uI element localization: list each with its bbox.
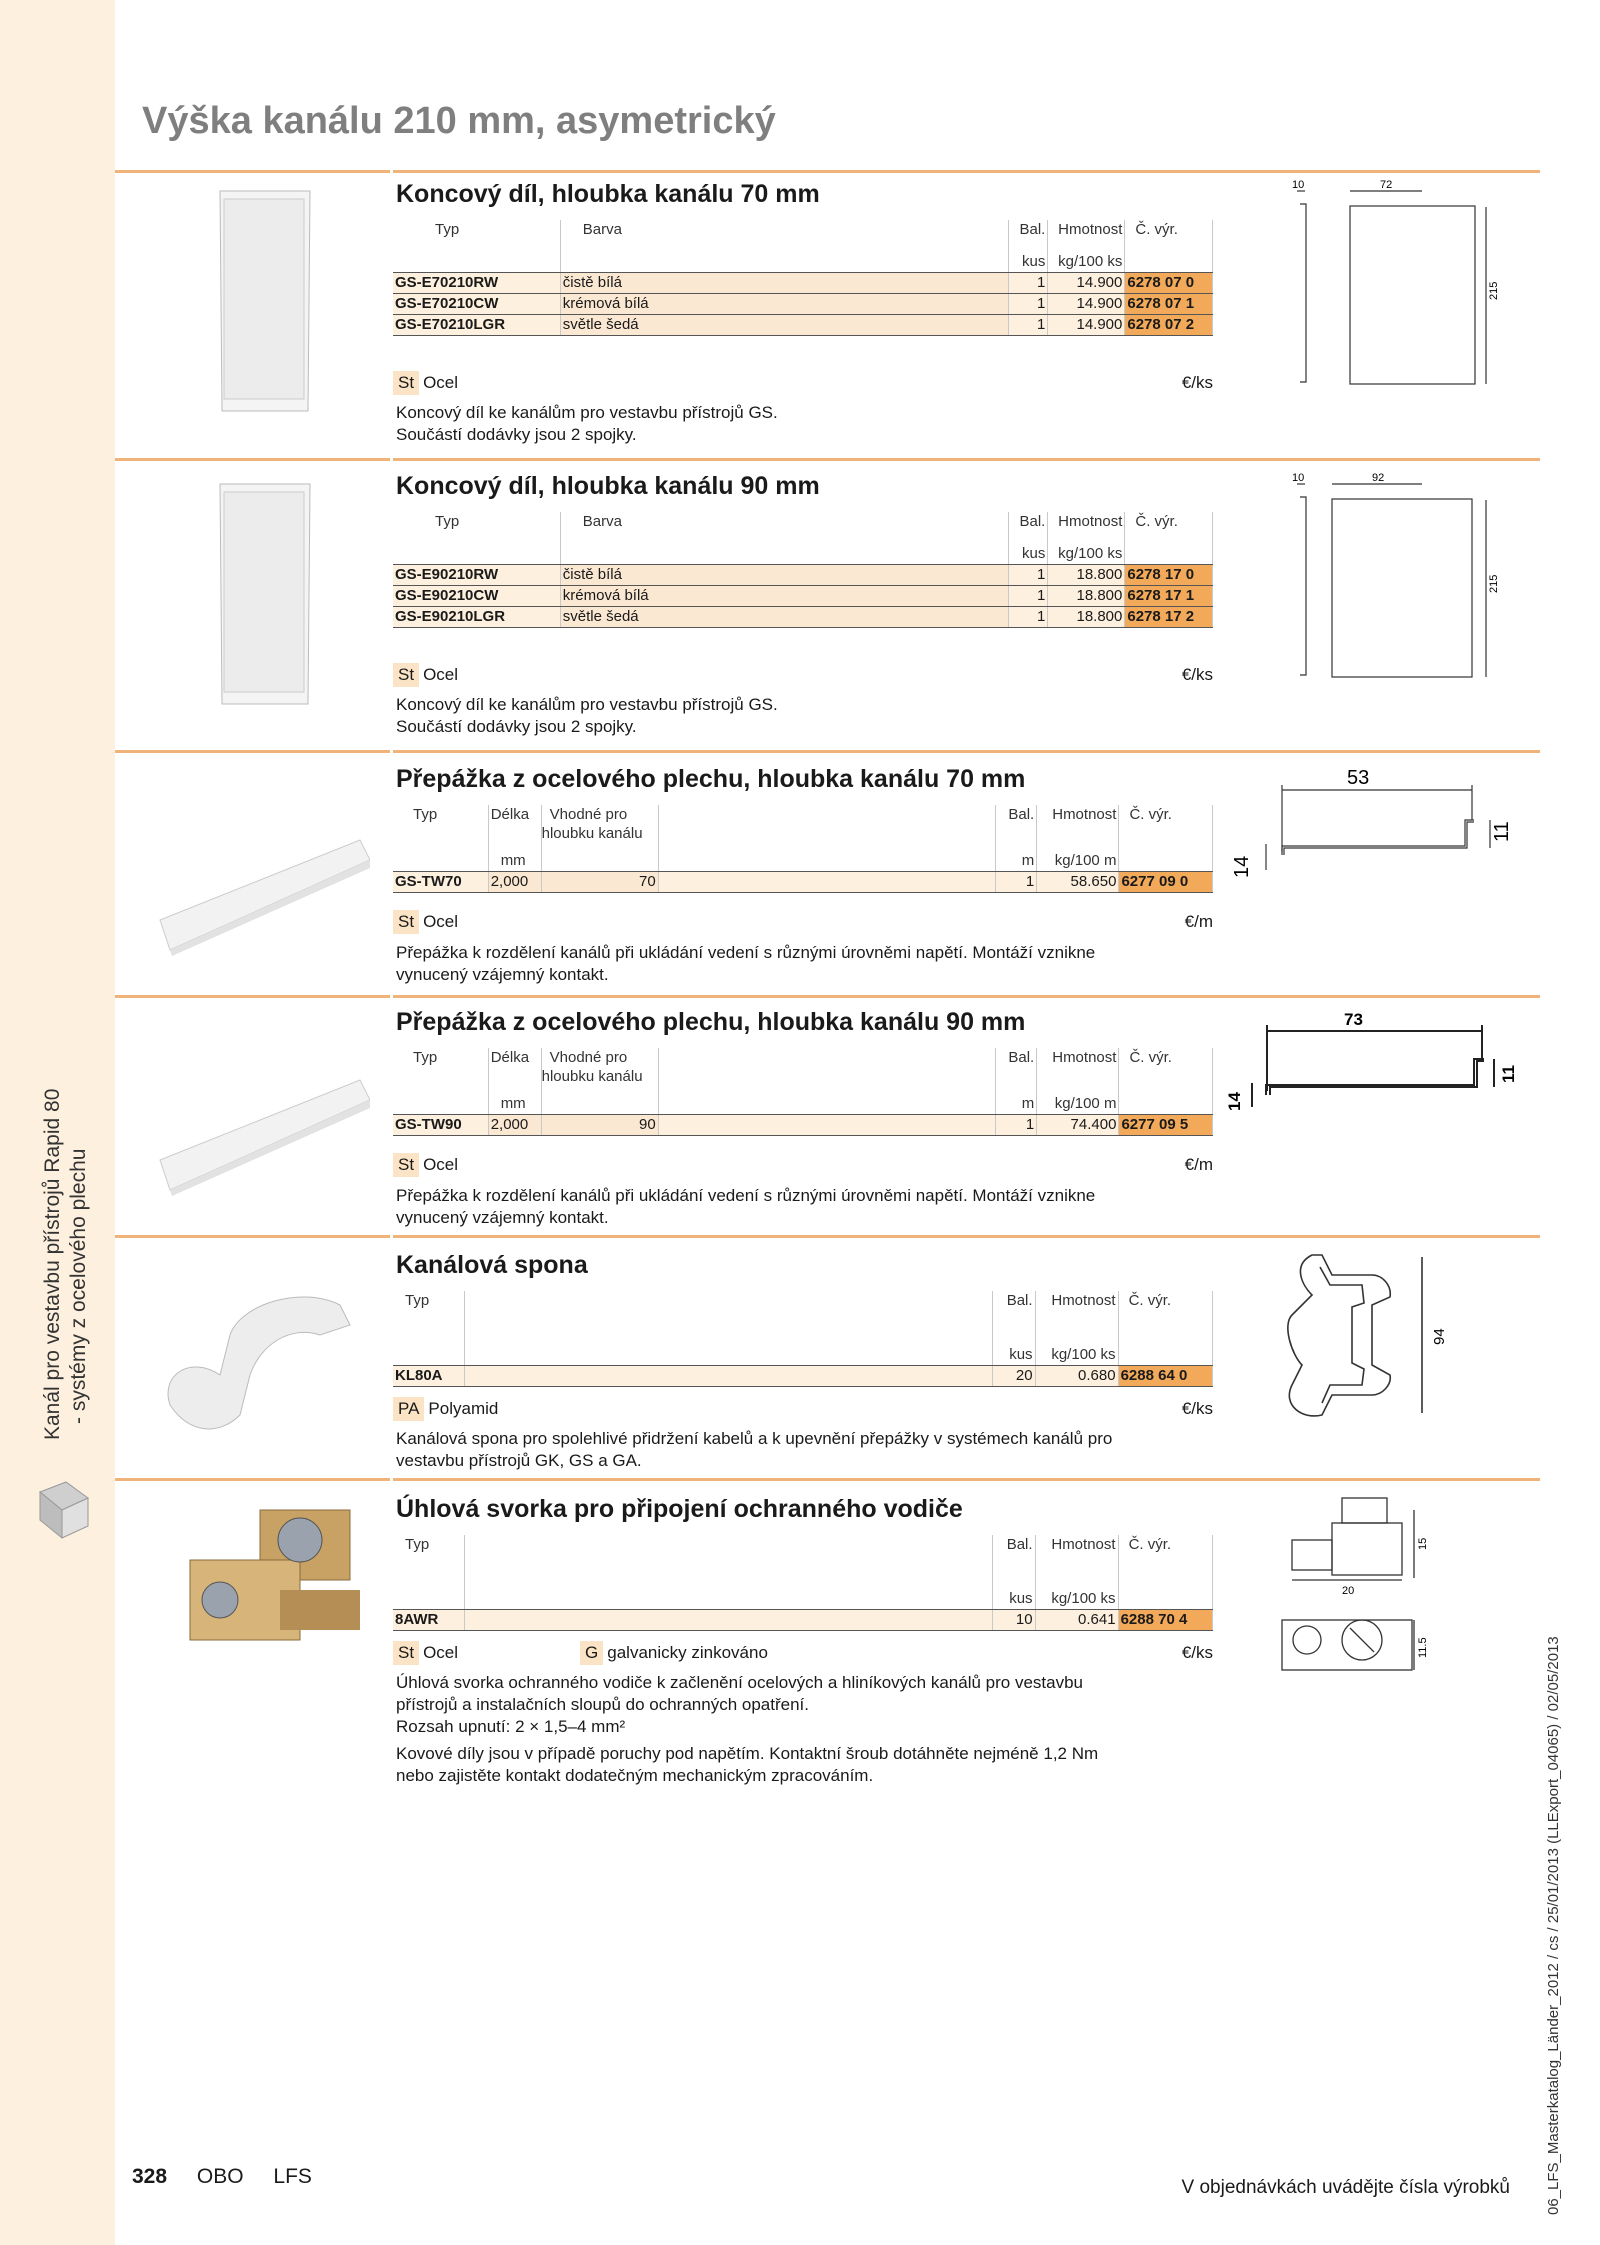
- cell-delka: 2,000: [488, 1115, 541, 1136]
- material-code: St: [393, 1153, 419, 1177]
- cell-hmotnost: 14.900: [1048, 294, 1125, 315]
- section-title: Úhlová svorka pro připojení ochranného vodiče: [396, 1495, 963, 1523]
- col-cv: Č. výr.: [1125, 220, 1213, 250]
- material: Ocel: [423, 373, 459, 392]
- cell-typ: GS-E90210CW: [393, 586, 560, 607]
- table-row: [393, 872, 1213, 893]
- table-row: [393, 294, 1213, 315]
- cell-vhodne: 70: [541, 872, 658, 893]
- side-text-line1: Kanál pro vestavbu přístrojů Rapid 80: [41, 1088, 64, 1440]
- col-blank: [464, 1291, 993, 1343]
- section-channel-clip: [393, 1251, 1213, 1481]
- product-table: [393, 512, 1213, 628]
- footer-brand: OBO: [196, 2165, 244, 2188]
- col-bal: Bal.: [1009, 512, 1048, 542]
- section-rule: [115, 458, 390, 461]
- description-line: nebo zajistěte kontakt dodatečným mechanickým zpracováním.: [396, 1766, 874, 1785]
- dim-label: 15: [1417, 1537, 1429, 1550]
- dim-label: 53: [1347, 767, 1370, 789]
- unit-hmotnost: kg/100 ks: [1048, 250, 1125, 273]
- cell-cv: 6278 07 2: [1125, 315, 1213, 336]
- cell-barva: čistě bílá: [560, 273, 1009, 294]
- dim-label: 11: [1491, 821, 1513, 842]
- description: [396, 1185, 1196, 1229]
- section-end-piece-90: [393, 472, 1213, 742]
- unit-bal: m: [995, 849, 1037, 872]
- price-unit: €/m: [1184, 912, 1213, 931]
- cell-bal: 10: [993, 1610, 1035, 1631]
- material-code: St: [393, 663, 419, 687]
- col-typ: Typ: [393, 512, 560, 542]
- dim-label: 20: [1342, 1585, 1355, 1597]
- unit-hmotnost: kg/100 ks: [1035, 1587, 1118, 1610]
- description: [396, 942, 1196, 986]
- end-piece-photo: [150, 478, 370, 718]
- unit-hmotnost: kg/100 ks: [1048, 542, 1125, 565]
- description-line: Koncový díl ke kanálům pro vestavbu přístrojů GS.: [396, 695, 778, 714]
- material-line: [393, 1641, 768, 1665]
- cell-bal: 1: [995, 1115, 1037, 1136]
- price-unit: €/ks: [1181, 665, 1213, 684]
- description: [396, 694, 1196, 738]
- unit-bal: kus: [993, 1343, 1035, 1366]
- cell-delka: 2,000: [488, 872, 541, 893]
- col-hmotnost: Hmotnost: [1048, 220, 1125, 250]
- cell-typ: GS-E90210RW: [393, 565, 560, 586]
- cell-hmotnost: 14.900: [1048, 315, 1125, 336]
- section-end-piece-70: [393, 180, 1213, 450]
- cell-barva: světle šedá: [560, 315, 1009, 336]
- dim-label: 14: [1231, 855, 1253, 878]
- cell-barva: čistě bílá: [560, 565, 1009, 586]
- side-text: [40, 1020, 92, 1440]
- cell-cv: 6278 17 2: [1125, 607, 1213, 628]
- partition-photo: [150, 820, 370, 960]
- description-line: Kovové díly jsou v případě poruchy pod napětím. Kontaktní šroub dotáhněte nejméně 1,2 Nm: [396, 1744, 1099, 1763]
- col-bal: Bal.: [993, 1291, 1035, 1343]
- col-barva: Barva: [560, 220, 1009, 250]
- col-vhodne-line: Vhodné pro: [549, 806, 628, 823]
- cell-hmotnost: 18.800: [1048, 607, 1125, 628]
- drawing-earthing-clamp: [1222, 1490, 1540, 1790]
- cell-bal: 1: [1009, 607, 1048, 628]
- section-partition-70: [393, 765, 1213, 995]
- cell-barva: světle šedá: [560, 607, 1009, 628]
- section-title: Přepážka z ocelového plechu, hloubka kanálu 90 mm: [396, 1008, 1026, 1036]
- col-vhodne: [541, 805, 658, 849]
- description: [396, 1428, 1196, 1472]
- unit-bal: m: [995, 1092, 1037, 1115]
- section-rule: [115, 1478, 390, 1481]
- table-row: [393, 565, 1213, 586]
- col-hmotnost: Hmotnost: [1048, 512, 1125, 542]
- material-code: St: [393, 910, 419, 934]
- table-row: [393, 1115, 1213, 1136]
- material-line: [393, 1397, 498, 1421]
- drawing-end-piece-70: [1222, 174, 1540, 453]
- unit-delka: mm: [488, 1092, 541, 1115]
- cell-hmotnost: 58.650: [1037, 872, 1119, 893]
- section-rule: [115, 750, 390, 753]
- col-cv: Č. výr.: [1125, 512, 1213, 542]
- dim-label: 72: [1380, 179, 1393, 191]
- col-bal: Bal.: [1009, 220, 1048, 250]
- cell-typ: GS-TW90: [393, 1115, 488, 1136]
- material-line: [393, 663, 458, 687]
- price-unit: €/ks: [1181, 373, 1213, 392]
- cell-hmotnost: 74.400: [1037, 1115, 1119, 1136]
- cell-cv: 6278 17 1: [1125, 586, 1213, 607]
- cell-typ: GS-E70210LGR: [393, 315, 560, 336]
- section-rule: [393, 458, 1540, 461]
- cell-bal: 1: [1009, 294, 1048, 315]
- footer-section: LFS: [273, 2165, 312, 2188]
- footer-left: [132, 2165, 336, 2189]
- earthing-clamp-photo: [150, 1500, 370, 1670]
- col-hmotnost: Hmotnost: [1035, 1535, 1118, 1587]
- page-title: Výška kanálu 210 mm, asymetrický: [142, 100, 776, 142]
- col-bal: Bal.: [995, 1048, 1037, 1092]
- table-row: [393, 1366, 1213, 1387]
- product-table: [393, 805, 1213, 893]
- cell-cv: 6277 09 0: [1119, 872, 1213, 893]
- section-partition-90: [393, 1008, 1213, 1238]
- col-vhodne: [541, 1048, 658, 1092]
- cell-hmotnost: 0.680: [1035, 1366, 1118, 1387]
- price-unit: €/ks: [1181, 1399, 1213, 1418]
- section-title: Přepážka z ocelového plechu, hloubka kanálu 70 mm: [396, 765, 1026, 793]
- material: Ocel: [423, 1643, 459, 1662]
- price-unit: €/m: [1184, 1155, 1213, 1174]
- product-table: [393, 1535, 1213, 1631]
- description: [396, 1743, 1196, 1787]
- cell-typ: KL80A: [393, 1366, 464, 1387]
- col-cv: Č. výr.: [1119, 805, 1213, 849]
- cell-cv: 6277 09 5: [1119, 1115, 1213, 1136]
- col-blank: [658, 1048, 995, 1092]
- col-delka: Délka: [488, 805, 541, 849]
- col-typ: Typ: [393, 805, 488, 849]
- table-row: [393, 315, 1213, 336]
- product-table: [393, 220, 1213, 336]
- dim-label: 92: [1372, 472, 1385, 484]
- description: [396, 1672, 1196, 1738]
- dim-label: 11: [1499, 1065, 1518, 1083]
- cell-barva: krémová bílá: [560, 586, 1009, 607]
- unit-bal: kus: [993, 1587, 1035, 1610]
- col-hmotnost: Hmotnost: [1035, 1291, 1118, 1343]
- col-delka: Délka: [488, 1048, 541, 1092]
- col-cv: Č. výr.: [1118, 1291, 1212, 1343]
- col-bal: Bal.: [995, 805, 1037, 849]
- description-line: Úhlová svorka ochranného vodiče k začlenění ocelových a hliníkových kanálů pro vestavbu: [396, 1673, 1084, 1692]
- section-title: Koncový díl, hloubka kanálu 90 mm: [396, 472, 820, 500]
- material-code: G: [580, 1641, 603, 1665]
- footer-note: V objednávkách uvádějte čísla výrobků: [1181, 2177, 1510, 2198]
- description-line: Kanálová spona pro spolehlivé přidržení kabelů a k upevnění přepážky v systémech kanálů pro: [396, 1429, 1113, 1448]
- material-line: [393, 910, 458, 934]
- col-typ: Typ: [393, 1291, 464, 1343]
- description-line: vynucený vzájemný kontakt.: [396, 1208, 609, 1227]
- dim-label: 73: [1344, 1010, 1363, 1029]
- partition-photo: [150, 1060, 370, 1200]
- col-blank: [464, 1535, 993, 1587]
- side-text-line2: - systémy z ocelového plechu: [67, 1148, 90, 1424]
- col-blank: [658, 805, 995, 849]
- section-title: Kanálová spona: [396, 1251, 588, 1279]
- description-line: Rozsah upnutí: 2 × 1,5–4 mm²: [396, 1717, 626, 1736]
- cell-typ: GS-E70210CW: [393, 294, 560, 315]
- cell-cv: 6278 07 1: [1125, 294, 1213, 315]
- channel-clip-photo: [150, 1265, 370, 1445]
- channel-icon: [36, 1480, 90, 1540]
- col-cv: Č. výr.: [1119, 1048, 1213, 1092]
- description-line: přístrojů a instalačních sloupů do ochranných opatření.: [396, 1695, 809, 1714]
- description-line: Součástí dodávky jsou 2 spojky.: [396, 717, 637, 736]
- section-rule: [115, 995, 390, 998]
- cell-typ: GS-E90210LGR: [393, 607, 560, 628]
- unit-hmotnost: kg/100 m: [1037, 1092, 1119, 1115]
- col-cv: Č. výr.: [1118, 1535, 1212, 1587]
- description-line: Součástí dodávky jsou 2 spojky.: [396, 425, 637, 444]
- material: Ocel: [423, 665, 459, 684]
- cell-bal: 1: [1009, 586, 1048, 607]
- table-row: [393, 1610, 1213, 1631]
- section-rule: [115, 1235, 390, 1238]
- description-line: Přepážka k rozdělení kanálů při ukládání vedení s různými úrovněmi napětí. Montáží vznikne: [396, 943, 1096, 962]
- col-typ: Typ: [393, 1048, 488, 1092]
- dim-label: 94: [1431, 1328, 1448, 1345]
- drawing-channel-clip: [1222, 1245, 1540, 1435]
- col-hmotnost: Hmotnost: [1037, 805, 1119, 849]
- cell-hmotnost: 14.900: [1048, 273, 1125, 294]
- material-line: [393, 1153, 458, 1177]
- cell-typ: 8AWR: [393, 1610, 464, 1631]
- section-rule: [393, 170, 1540, 173]
- section-rule: [393, 750, 1540, 753]
- meta-text: 06_LFS_Masterkatalog_Länder_2012 / cs / 25/01/2013 (LLExport_04065) / 02/05/2013: [1545, 1636, 1562, 2215]
- dim-label: 10: [1292, 179, 1305, 191]
- col-bal: Bal.: [993, 1535, 1035, 1587]
- col-vhodne-line: Vhodné pro: [549, 1049, 628, 1066]
- end-piece-photo: [150, 185, 370, 425]
- description-line: vynucený vzájemný kontakt.: [396, 965, 609, 984]
- table-row: [393, 586, 1213, 607]
- section-rule: [393, 1235, 1540, 1238]
- section-rule: [115, 170, 390, 173]
- cell-bal: 1: [1009, 315, 1048, 336]
- dim-label: 11.5: [1417, 1637, 1429, 1658]
- col-typ: Typ: [393, 1535, 464, 1587]
- material: Ocel: [423, 912, 459, 931]
- material-line: [393, 371, 458, 395]
- dim-label: 14: [1225, 1092, 1244, 1111]
- page-number: 328: [132, 2165, 168, 2188]
- material-code: St: [393, 1641, 419, 1665]
- col-vhodne-line: hloubku kanálu: [541, 1068, 643, 1085]
- cell-typ: GS-TW70: [393, 872, 488, 893]
- product-table: [393, 1048, 1213, 1136]
- unit-hmotnost: kg/100 m: [1037, 849, 1119, 872]
- dim-label: 10: [1292, 472, 1305, 484]
- section-earthing-clamp: [393, 1495, 1213, 1815]
- cell-bal: 1: [1009, 565, 1048, 586]
- cell-vhodne: 90: [541, 1115, 658, 1136]
- cell-cv: 6278 17 0: [1125, 565, 1213, 586]
- material: Ocel: [423, 1155, 459, 1174]
- section-title: Koncový díl, hloubka kanálu 70 mm: [396, 180, 820, 208]
- drawing-partition-90: [1222, 1003, 1540, 1153]
- cell-hmotnost: 18.800: [1048, 586, 1125, 607]
- material: galvanicky zinkováno: [607, 1643, 768, 1662]
- dim-label: 215: [1488, 281, 1500, 300]
- cell-barva: krémová bílá: [560, 294, 1009, 315]
- table-row: [393, 607, 1213, 628]
- col-barva: Barva: [560, 512, 1009, 542]
- description-line: Koncový díl ke kanálům pro vestavbu přístrojů GS.: [396, 403, 778, 422]
- unit-bal: kus: [1009, 542, 1048, 565]
- drawing-partition-70: [1222, 760, 1540, 910]
- cell-cv: 6288 70 4: [1118, 1610, 1212, 1631]
- price-unit: €/ks: [1181, 1643, 1213, 1662]
- table-row: [393, 273, 1213, 294]
- section-rule: [393, 995, 1540, 998]
- material: Polyamid: [428, 1399, 499, 1418]
- unit-hmotnost: kg/100 ks: [1035, 1343, 1118, 1366]
- unit-delka: mm: [488, 849, 541, 872]
- description-line: vestavbu přístrojů GK, GS a GA.: [396, 1451, 642, 1470]
- material-code: PA: [393, 1397, 424, 1421]
- unit-bal: kus: [1009, 250, 1048, 273]
- drawing-end-piece-90: [1222, 467, 1540, 745]
- dim-label: 215: [1488, 574, 1500, 593]
- cell-cv: 6288 64 0: [1118, 1366, 1212, 1387]
- col-hmotnost: Hmotnost: [1037, 1048, 1119, 1092]
- description: [396, 402, 1196, 446]
- cell-typ: GS-E70210RW: [393, 273, 560, 294]
- cell-hmotnost: 0.641: [1035, 1610, 1118, 1631]
- cell-hmotnost: 18.800: [1048, 565, 1125, 586]
- material-code: St: [393, 371, 419, 395]
- cell-bal: 1: [1009, 273, 1048, 294]
- cell-cv: 6278 07 0: [1125, 273, 1213, 294]
- cell-bal: 1: [995, 872, 1037, 893]
- description-line: Přepážka k rozdělení kanálů při ukládání vedení s různými úrovněmi napětí. Montáží vznikne: [396, 1186, 1096, 1205]
- col-vhodne-line: hloubku kanálu: [541, 825, 643, 842]
- section-rule: [393, 1478, 1540, 1481]
- col-typ: Typ: [393, 220, 560, 250]
- product-table: [393, 1291, 1213, 1387]
- cell-bal: 20: [993, 1366, 1035, 1387]
